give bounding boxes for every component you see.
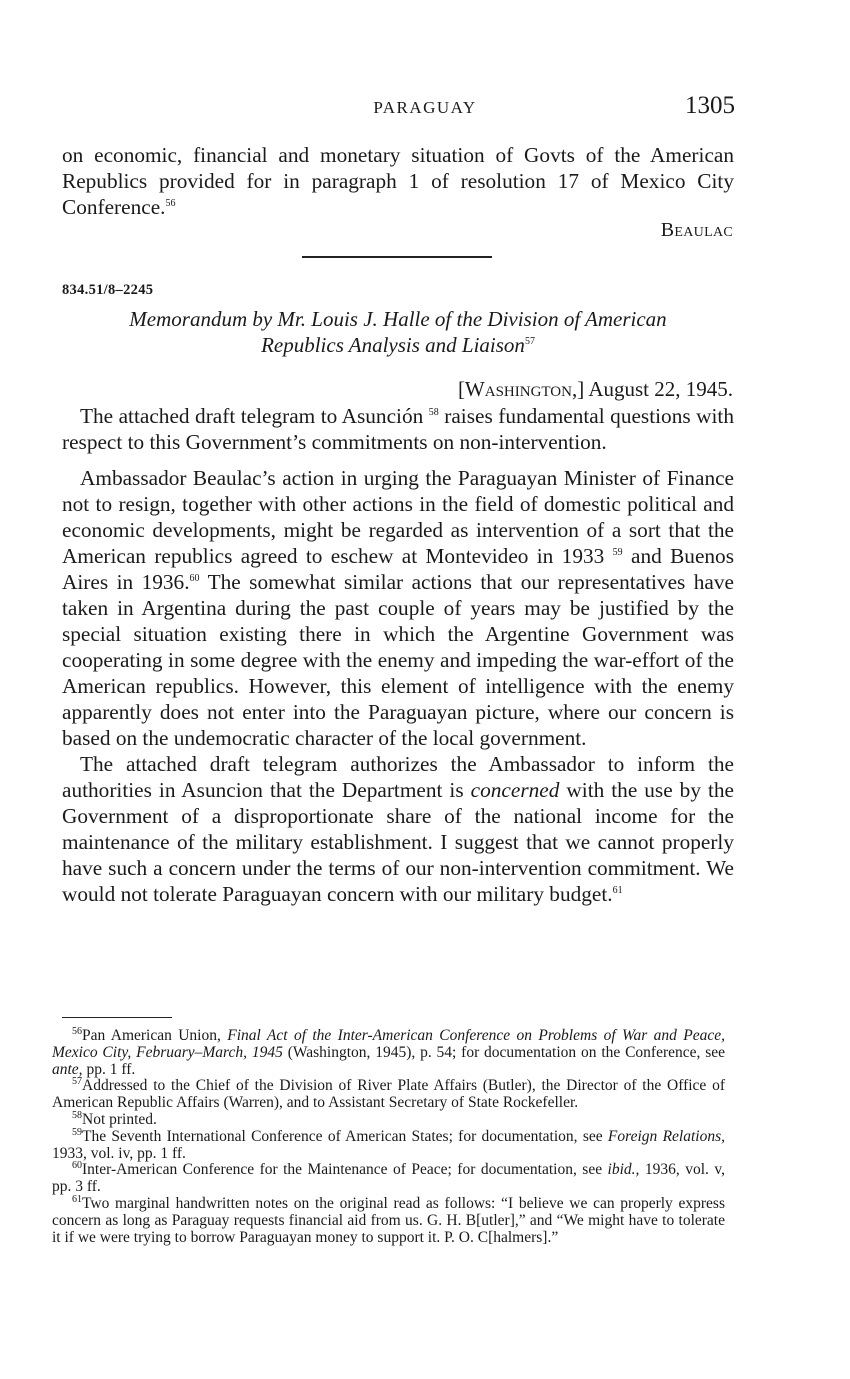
p1-text-a: The attached draft telegram to Asunción [80,404,424,428]
footnote-56-title: Final Act of the Inter-American Conference on Problems of War and Peace, Mexico City, February–March, 1945 [52,1027,726,1061]
footnote-59-mark: 59 [72,1126,82,1138]
footnote-ref-58: 58 [428,406,439,418]
footnote-ref-60: 60 [189,572,200,584]
footnote-58-mark: 58 [72,1109,82,1121]
footnote-60-text-b: 1936, vol. v, pp. 3 ff. [52,1161,725,1196]
footnote-57 [52,1078,725,1112]
p2-text-c: The somewhat similar actions that our representatives have taken in Argentina during the past couple of years may be justified by the special situation existing there in which the Argentine Government was cooperating in some degree with the enemy and impeding the war-effort of the American republics. However, this element of intelligence with the enemy apparently does not enter into the Paraguayan picture, where our concern is based on the undemocratic character of the local government. [62,570,734,750]
p3-text-b: with the use by the Government of a disproportionate share of the national income for the maintenance of the military establishment. I suggest that we cannot properly have such a concern under the terms of our non-intervention commitment. We would not tolerate Paraguayan concern with our military budget. [62,778,735,906]
paragraph-3 [62,751,734,907]
memo-title-line2-wrap [62,332,734,358]
section-divider [302,256,492,258]
memo-body [62,403,734,907]
running-head-title: PARAGUAY [373,98,477,117]
footnote-61-mark: 61 [72,1193,82,1205]
footnote-58-text: Not printed. [82,1110,157,1128]
footnote-61 [52,1193,725,1246]
footnote-59 [52,1126,725,1163]
footnote-56-mark: 56 [72,1025,82,1037]
p2-text-a: Ambassador Beaulac’s action in urging the Paraguayan Minister of Finance not to resign, together with other actions in the field of domestic political and economic developments, might be regarded as intervention of a sort that the American republics agreed to eschew at Montevideo in 1933 [62,466,734,568]
footnote-60 [52,1162,725,1196]
footnote-60-mark: 60 [72,1160,82,1172]
footnote-59-text-a: The Seventh International Conference of American States; for documentation, see [82,1127,603,1145]
memo-title [62,306,734,358]
footnote-56-ante: ante, [52,1060,83,1078]
p3-text-a: The attached draft telegram authorizes the Ambassador to inform the authorities in Asuncion that the Department is [62,752,734,802]
dateline-place: [Washington,] [457,377,585,401]
footnote-ref-61: 61 [612,884,623,896]
footnote-ref-56: 56 [165,197,176,209]
footnote-divider [62,1017,172,1018]
footnote-58 [52,1109,725,1129]
dateline-date: August 22, 1945. [588,377,733,401]
footnote-ref-59: 59 [612,546,623,558]
p3-emphasis: concerned [470,778,560,802]
footnote-ref-57: 57 [524,336,535,347]
footnote-60-text-a: Inter-American Conference for the Maintenance of Peace; for documentation, see [82,1161,603,1179]
intro-paragraph [62,142,734,220]
signature: Beaulac [660,219,733,241]
footnote-59-title: Foreign Relations, [607,1127,725,1145]
footnote-57-mark: 57 [72,1076,82,1088]
footnote-61-text: Two marginal handwritten notes on the original read as follows: “I believe we can properly express concern as long as Paraguay requests financial aid from us. G. H. B[utler],” and “We might have to tolerate it if we were trying to borrow Paraguayan money to support it. P. O. C[halmers].” [52,1194,725,1246]
footnote-57-text: Addressed to the Chief of the Division of River Plate Affairs (Butler), the Director of the Office of American Republic Affairs (Warren), and to Assistant Secretary of State Rockefeller. [52,1077,725,1112]
footnote-60-ibid: ibid., [607,1161,640,1179]
paragraph-2 [62,465,734,751]
p1-text-b: raises fundamental questions with respect to this Government’s commitments on non-intervention. [62,404,734,454]
paragraph-1 [62,403,734,455]
intro-text: on economic, financial and monetary situation of Govts of the American Republics provided for in paragraph 1 of resolution 17 of Mexico City Conference. [62,143,734,219]
footnotes [52,1025,726,1246]
memo-title-line1: Memorandum by Mr. Louis J. Halle of the Division of American [129,307,667,331]
footnote-56-text-c: pp. 1 ff. [86,1060,136,1078]
memo-title-line2: Republics Analysis and Liaison [261,333,525,357]
page-number: 1305 [685,92,735,119]
file-number: 834.51/8–2245 [62,282,154,298]
dateline [458,377,733,402]
footnote-59-text-b: 1933, vol. iv, pp. 1 ff. [52,1144,186,1162]
p2-text-b: and Buenos Aires in 1936. [62,544,734,594]
footnote-56-text-a: Pan American Union, [82,1027,221,1044]
footnote-56 [52,1025,726,1078]
footnote-56-text-b: (Washington, 1945), p. 54; for documentation on the Conference, see [287,1043,726,1061]
